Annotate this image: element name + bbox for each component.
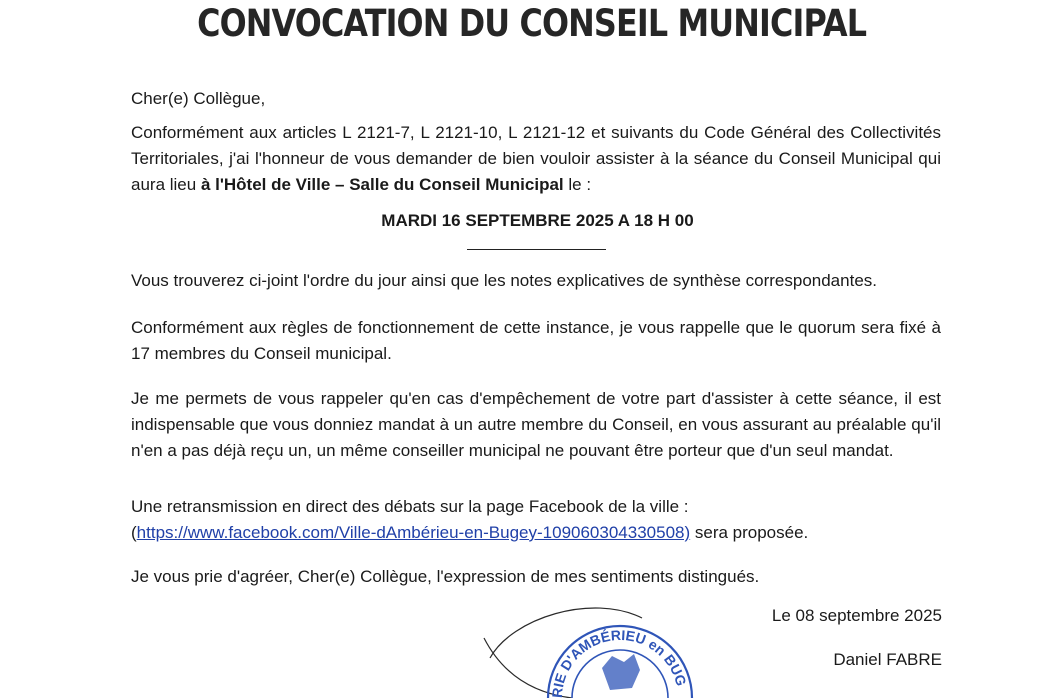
meeting-date: MARDI 16 SEPTEMBRE 2025 A 18 H 00 (381, 211, 694, 230)
stream-text: Une retransmission en direct des débats sur la page Facebook de la ville : (131, 497, 689, 516)
seal-lettering: RIE D'AMBÉRIEU en BUG (548, 626, 690, 698)
closing-paragraph: Je vous prie d'agréer, Cher(e) Collègue, l'expression de mes sentiments distingués. (131, 567, 760, 586)
annexes-paragraph: Vous trouverez ci-joint l'ordre du jour ainsi que les notes explicatives de synthèse correspondantes. (131, 271, 877, 290)
seal-emblem (602, 654, 640, 690)
signature-date: Le 08 septembre 2025 (771, 606, 942, 625)
intro-suffix: le : (563, 175, 592, 194)
quorum-paragraph: Conformément aux règles de fonctionnement de cette instance, je vous rappelle que le quorum sera fixé à 17 membres du Conseil municipal. (131, 318, 941, 363)
signatory-name: Daniel FABRE (833, 650, 942, 669)
stream-paragraph (131, 494, 941, 546)
town-seal-stamp (472, 598, 722, 698)
meeting-location: à l'Hôtel de Ville – Salle du Conseil Municipal (200, 175, 564, 194)
facebook-link[interactable]: https://www.facebook.com/Ville-dAmbérieu-en-Bugey-109060304330508) (136, 523, 691, 542)
intro-paragraph (131, 120, 941, 198)
salutation: Cher(e) Collègue, (131, 89, 266, 108)
separator-rule (467, 249, 606, 250)
mandat-paragraph: Je me permets de vous rappeler qu'en cas d'empêchement de votre part d'assister à cette séance, il est indispensable que vous donniez mandat à un autre membre du Conseil, en vous assurant au préalable qu'il n'en a pas déjà reçu un, un même conseiller municipal ne pouvant être porteur que d'un seul mandat. (131, 389, 941, 460)
document-title: CONVOCATION DU CONSEIL MUNICIPAL (197, 2, 867, 45)
stream-open-paren: ( (131, 523, 137, 542)
stream-suffix: sera proposée. (690, 523, 809, 542)
intro-text: Conformément aux articles L 2121-7, L 2121-10, L 2121-12 et suivants du Code Général des Collectivités Territoriales, j'ai l'honneur de vous demander de bien vouloir assister à la séance du Conseil Municipal qui aura lieu (131, 123, 941, 194)
